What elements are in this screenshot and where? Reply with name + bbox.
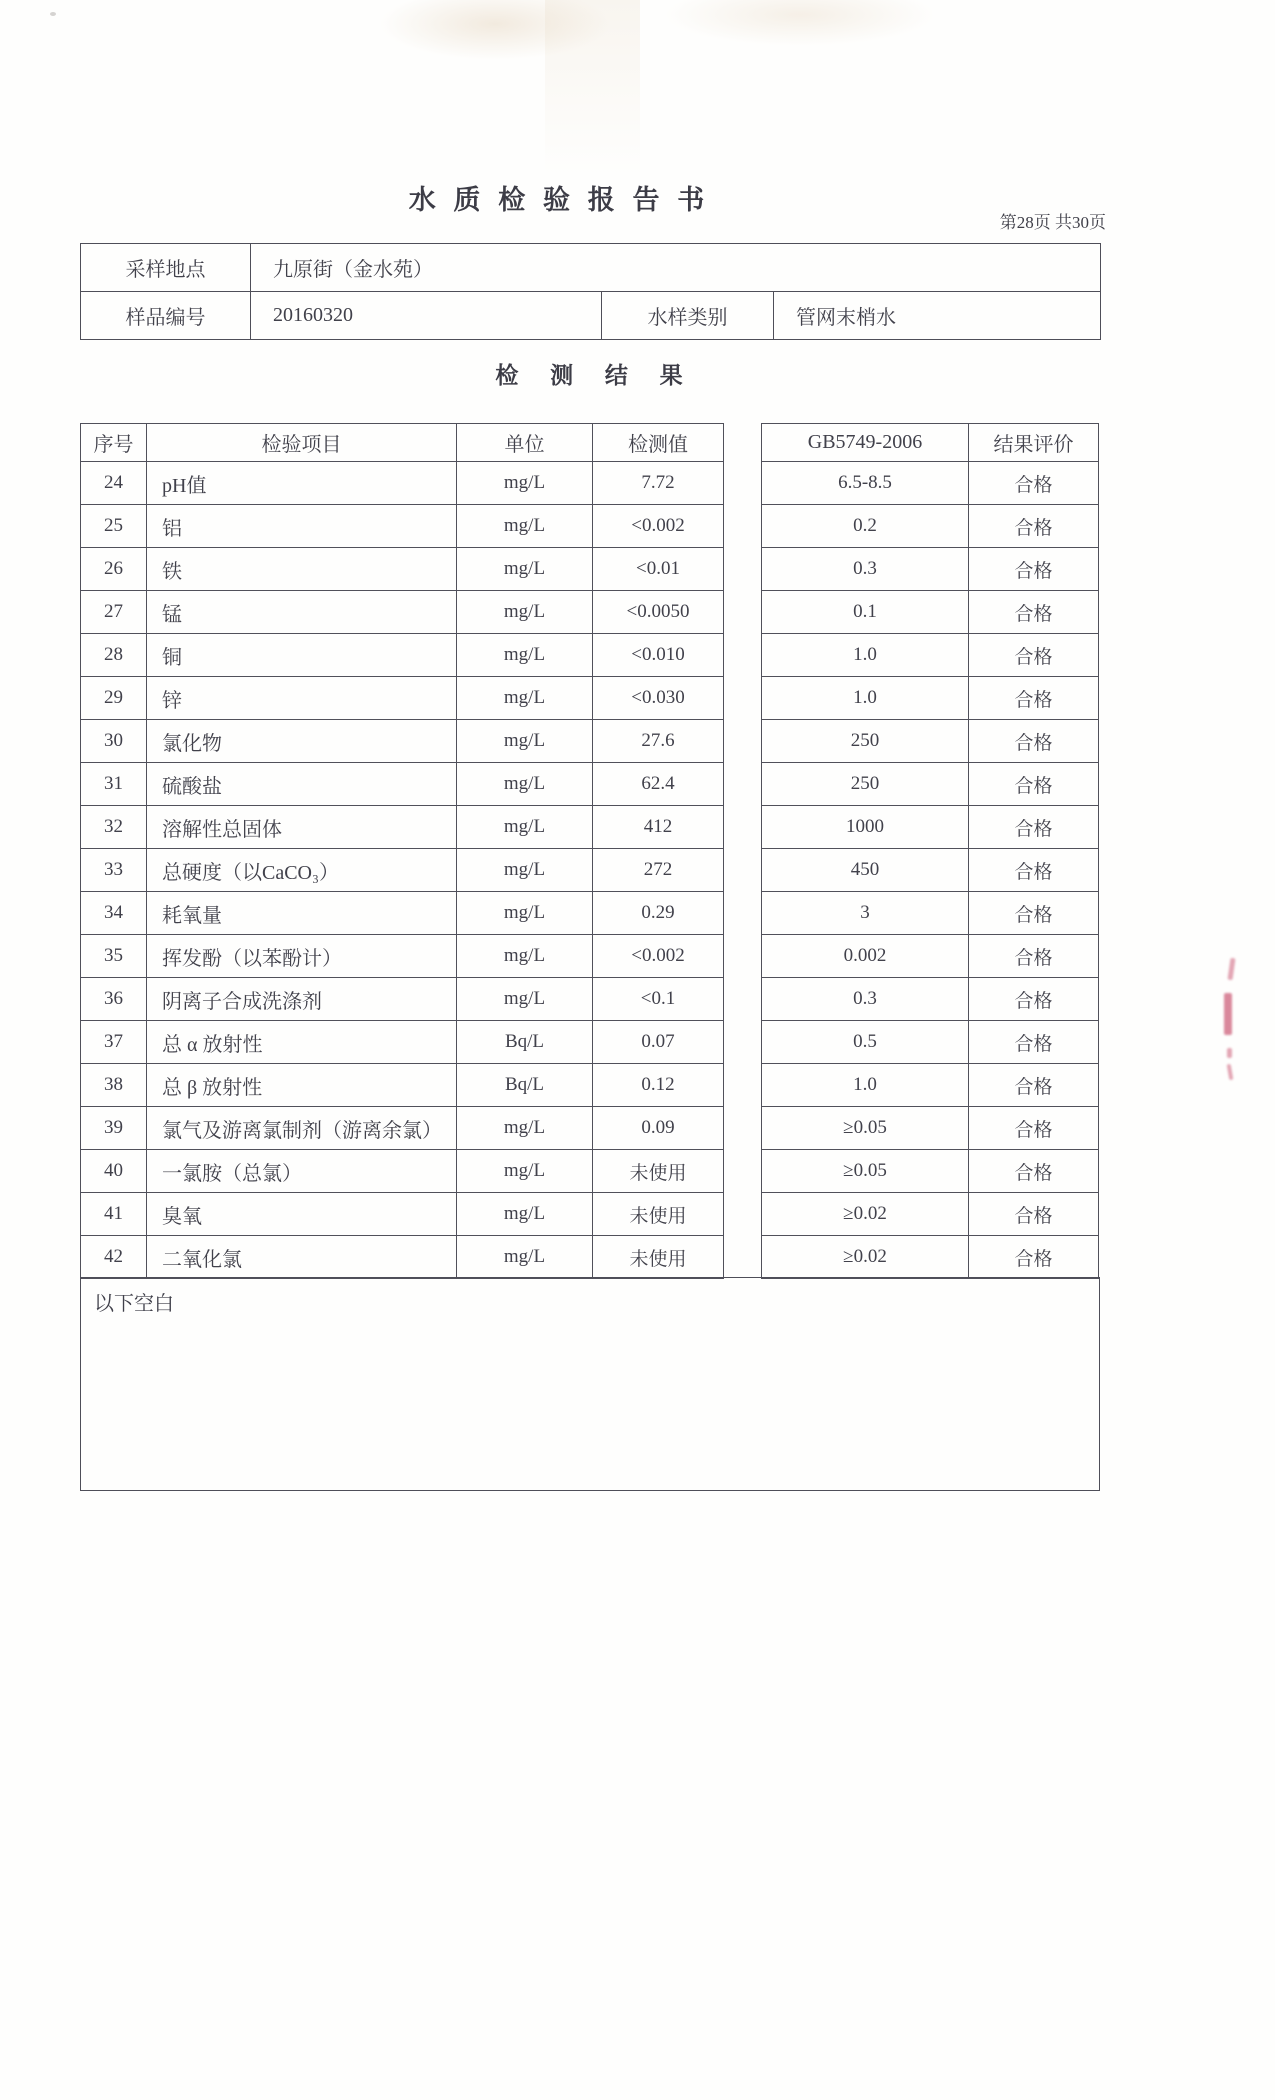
scan-speck	[50, 12, 56, 16]
cell-value: 272	[593, 849, 724, 892]
cell-standard: 250	[762, 763, 969, 806]
cell-result: 合格	[969, 1107, 1099, 1150]
cell-unit: mg/L	[457, 1193, 593, 1236]
table-row	[81, 978, 724, 1021]
cell-item: 二氧化氯	[147, 1236, 457, 1279]
cell-result: 合格	[969, 978, 1099, 1021]
cell-standard: 6.5-8.5	[762, 462, 969, 505]
table-row	[81, 763, 724, 806]
cell-result: 合格	[969, 548, 1099, 591]
results-right-body	[762, 462, 1099, 1279]
table-row	[81, 548, 724, 591]
cell-value: 27.6	[593, 720, 724, 763]
footer-note: 以下空白	[94, 1293, 174, 1315]
cell-no: 27	[81, 591, 147, 634]
cell-result: 合格	[969, 591, 1099, 634]
cell-standard: ≥0.05	[762, 1150, 969, 1193]
cell-no: 33	[81, 849, 147, 892]
cell-value: 0.12	[593, 1064, 724, 1107]
scan-smudge	[380, 0, 610, 60]
cell-item: pH值	[147, 462, 457, 505]
cell-no: 31	[81, 763, 147, 806]
cell-value: <0.0050	[593, 591, 724, 634]
cell-unit: mg/L	[457, 634, 593, 677]
table-row	[762, 1107, 1099, 1150]
sample-location-value: 九原街（金水苑）	[251, 244, 1101, 292]
page-number: 第28页 共30页	[999, 213, 1106, 232]
red-margin-mark	[1227, 1064, 1234, 1080]
cell-standard: ≥0.02	[762, 1236, 969, 1279]
table-row	[762, 591, 1099, 634]
cell-item: 耗氧量	[147, 892, 457, 935]
cell-value: 0.07	[593, 1021, 724, 1064]
results-table-left	[80, 423, 724, 1279]
cell-result: 合格	[969, 1150, 1099, 1193]
cell-value: 0.09	[593, 1107, 724, 1150]
table-row	[762, 634, 1099, 677]
red-margin-mark	[1227, 958, 1235, 980]
cell-item: 氯化物	[147, 720, 457, 763]
cell-result: 合格	[969, 505, 1099, 548]
cell-value: <0.01	[593, 548, 724, 591]
table-row	[81, 892, 724, 935]
table-row	[81, 634, 724, 677]
table-row	[762, 806, 1099, 849]
table-row	[762, 548, 1099, 591]
table-row	[762, 892, 1099, 935]
table-header-row	[762, 424, 1099, 462]
table-row	[81, 806, 724, 849]
col-header-unit: 单位	[457, 424, 593, 462]
cell-standard: 1.0	[762, 1064, 969, 1107]
sample-info-table	[80, 243, 1101, 340]
cell-unit: mg/L	[457, 892, 593, 935]
table-row	[81, 244, 1101, 292]
cell-unit: mg/L	[457, 505, 593, 548]
cell-item: 硫酸盐	[147, 763, 457, 806]
cell-no: 38	[81, 1064, 147, 1107]
cell-item: 铜	[147, 634, 457, 677]
cell-result: 合格	[969, 677, 1099, 720]
cell-item: 铝	[147, 505, 457, 548]
table-row	[81, 935, 724, 978]
table-row	[762, 978, 1099, 1021]
cell-unit: mg/L	[457, 763, 593, 806]
cell-no: 42	[81, 1236, 147, 1279]
cell-no: 35	[81, 935, 147, 978]
results-table-right	[761, 423, 1099, 1279]
cell-standard: 1.0	[762, 634, 969, 677]
cell-no: 40	[81, 1150, 147, 1193]
cell-result: 合格	[969, 763, 1099, 806]
results-left-body	[81, 462, 724, 1279]
cell-standard: ≥0.02	[762, 1193, 969, 1236]
cell-no: 29	[81, 677, 147, 720]
cell-value: 未使用	[593, 1193, 724, 1236]
col-header-no: 序号	[81, 424, 147, 462]
cell-result: 合格	[969, 1064, 1099, 1107]
table-row	[762, 1021, 1099, 1064]
cell-no: 32	[81, 806, 147, 849]
sample-id-value: 20160320	[251, 292, 602, 340]
cell-unit: Bq/L	[457, 1021, 593, 1064]
cell-value: 412	[593, 806, 724, 849]
table-row	[81, 677, 724, 720]
cell-standard: 1000	[762, 806, 969, 849]
table-row	[81, 591, 724, 634]
table-row	[81, 1064, 724, 1107]
cell-no: 28	[81, 634, 147, 677]
table-row	[81, 1021, 724, 1064]
cell-unit: mg/L	[457, 720, 593, 763]
cell-no: 34	[81, 892, 147, 935]
cell-value: <0.010	[593, 634, 724, 677]
cell-item: 阴离子合成洗涤剂	[147, 978, 457, 1021]
cell-unit: mg/L	[457, 806, 593, 849]
cell-no: 36	[81, 978, 147, 1021]
cell-standard: ≥0.05	[762, 1107, 969, 1150]
cell-unit: mg/L	[457, 591, 593, 634]
cell-standard: 0.2	[762, 505, 969, 548]
table-row	[81, 462, 724, 505]
cell-value: 62.4	[593, 763, 724, 806]
table-row	[81, 1236, 724, 1279]
cell-standard: 0.3	[762, 978, 969, 1021]
table-row	[762, 935, 1099, 978]
cell-item: 臭氧	[147, 1193, 457, 1236]
table-row	[81, 292, 1101, 340]
sample-type-value: 管网末梢水	[774, 292, 1101, 340]
red-margin-mark	[1227, 1048, 1232, 1058]
cell-item: 一氯胺（总氯）	[147, 1150, 457, 1193]
cell-unit: mg/L	[457, 978, 593, 1021]
scan-smudge	[545, 0, 640, 175]
cell-unit: mg/L	[457, 1150, 593, 1193]
cell-result: 合格	[969, 462, 1099, 505]
table-row	[762, 1064, 1099, 1107]
cell-unit: mg/L	[457, 548, 593, 591]
cell-item: 锰	[147, 591, 457, 634]
cell-unit: mg/L	[457, 462, 593, 505]
cell-value: 未使用	[593, 1236, 724, 1279]
cell-standard: 0.3	[762, 548, 969, 591]
cell-unit: Bq/L	[457, 1064, 593, 1107]
cell-item: 挥发酚（以苯酚计）	[147, 935, 457, 978]
cell-unit: mg/L	[457, 935, 593, 978]
col-header-standard: GB5749-2006	[762, 424, 969, 462]
cell-value: <0.1	[593, 978, 724, 1021]
cell-result: 合格	[969, 849, 1099, 892]
table-row	[762, 720, 1099, 763]
cell-result: 合格	[969, 634, 1099, 677]
footer-blank-box	[80, 1277, 1100, 1491]
cell-unit: mg/L	[457, 677, 593, 720]
cell-value: <0.030	[593, 677, 724, 720]
table-row	[762, 849, 1099, 892]
table-row	[762, 1150, 1099, 1193]
cell-unit: mg/L	[457, 1107, 593, 1150]
table-row	[81, 505, 724, 548]
cell-no: 41	[81, 1193, 147, 1236]
table-row	[81, 720, 724, 763]
cell-standard: 0.5	[762, 1021, 969, 1064]
sample-location-label: 采样地点	[81, 244, 251, 292]
cell-item: 总硬度（以CaCO₃）	[147, 849, 457, 892]
cell-result: 合格	[969, 1021, 1099, 1064]
cell-no: 26	[81, 548, 147, 591]
scan-smudge	[665, 0, 935, 46]
cell-no: 25	[81, 505, 147, 548]
cell-value: 未使用	[593, 1150, 724, 1193]
cell-standard: 0.1	[762, 591, 969, 634]
cell-result: 合格	[969, 720, 1099, 763]
cell-item: 氯气及游离氯制剂（游离余氯）	[147, 1107, 457, 1150]
sample-type-label: 水样类别	[602, 292, 774, 340]
cell-unit: mg/L	[457, 1236, 593, 1279]
cell-value: <0.002	[593, 935, 724, 978]
cell-standard: 1.0	[762, 677, 969, 720]
table-row	[762, 1236, 1099, 1279]
cell-unit: mg/L	[457, 849, 593, 892]
cell-standard: 3	[762, 892, 969, 935]
cell-result: 合格	[969, 1236, 1099, 1279]
cell-result: 合格	[969, 935, 1099, 978]
col-header-value: 检测值	[593, 424, 724, 462]
cell-item: 溶解性总固体	[147, 806, 457, 849]
table-row	[81, 849, 724, 892]
cell-standard: 450	[762, 849, 969, 892]
cell-item: 铁	[147, 548, 457, 591]
report-title: 水 质 检 验 报 告 书	[408, 185, 707, 215]
cell-standard: 0.002	[762, 935, 969, 978]
cell-item: 锌	[147, 677, 457, 720]
cell-value: 0.29	[593, 892, 724, 935]
col-header-result: 结果评价	[969, 424, 1099, 462]
section-title: 检 测 结 果	[495, 363, 685, 388]
table-row	[762, 677, 1099, 720]
cell-standard: 250	[762, 720, 969, 763]
table-row	[762, 505, 1099, 548]
cell-result: 合格	[969, 1193, 1099, 1236]
col-header-item: 检验项目	[147, 424, 457, 462]
table-row	[81, 1150, 724, 1193]
cell-no: 24	[81, 462, 147, 505]
table-row	[81, 1107, 724, 1150]
table-header-row	[81, 424, 724, 462]
cell-item: 总 α 放射性	[147, 1021, 457, 1064]
sample-id-label: 样品编号	[81, 292, 251, 340]
cell-item: 总 β 放射性	[147, 1064, 457, 1107]
table-row	[81, 1193, 724, 1236]
red-margin-mark	[1224, 993, 1232, 1035]
cell-value: <0.002	[593, 505, 724, 548]
cell-no: 39	[81, 1107, 147, 1150]
table-row	[762, 763, 1099, 806]
cell-no: 30	[81, 720, 147, 763]
table-row	[762, 1193, 1099, 1236]
cell-result: 合格	[969, 892, 1099, 935]
cell-no: 37	[81, 1021, 147, 1064]
cell-value: 7.72	[593, 462, 724, 505]
cell-result: 合格	[969, 806, 1099, 849]
table-row	[762, 462, 1099, 505]
